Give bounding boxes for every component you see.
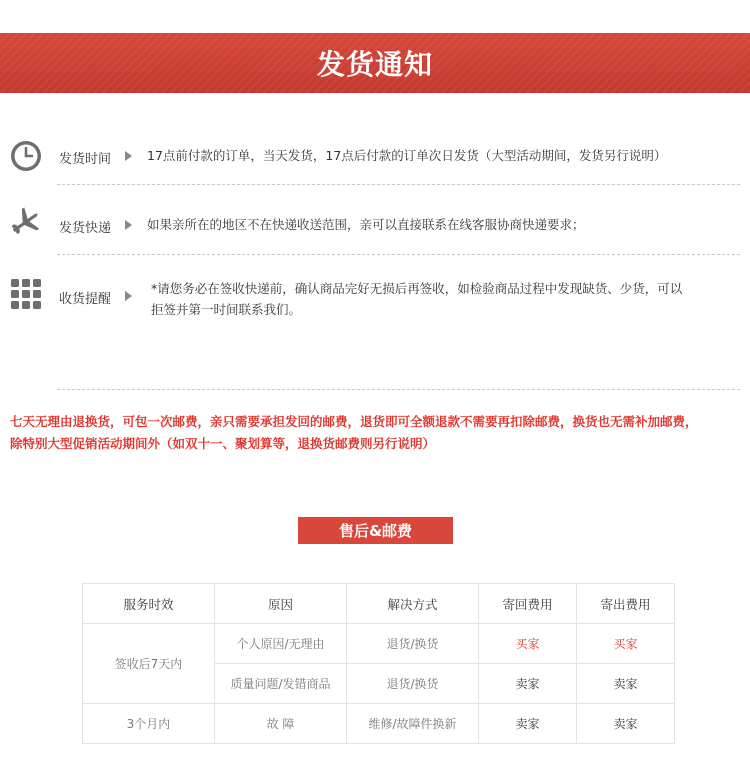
divider [57, 184, 740, 185]
arrow-right-icon [125, 151, 132, 161]
divider [57, 389, 740, 390]
column-header: 原因 [215, 584, 347, 624]
send-fee-cell: 卖家 [577, 704, 675, 744]
return-fee-cell: 卖家 [479, 704, 577, 744]
return-fee-cell: 买家 [479, 624, 577, 664]
reason-cell: 故 障 [215, 704, 347, 744]
row-text: 如果亲所在的地区不在快递收送范围，亲可以直接联系在线客服协商快递要求； [147, 217, 585, 232]
arrow-right-icon [125, 291, 132, 301]
solution-cell: 退货/换货 [347, 624, 479, 664]
send-fee-cell: 卖家 [577, 664, 675, 704]
column-header: 寄回费用 [479, 584, 577, 624]
table-row [83, 624, 675, 664]
row-text [151, 278, 682, 320]
info-row-shipping-time [0, 140, 750, 172]
table-row [83, 704, 675, 744]
row-label: 发货快递 [59, 221, 112, 236]
reason-cell: 个人原因/无理由 [215, 624, 347, 664]
airplane-icon [9, 205, 43, 239]
period-cell: 签收后7天内 [83, 624, 215, 704]
send-fee-cell: 买家 [577, 624, 675, 664]
column-header: 寄出费用 [577, 584, 675, 624]
notice-line: 七天无理由退换货，可包一次邮费，亲只需要承担发回的邮费，退货即可全额退款不需要再扣除邮费，换货也无需补加邮费， [10, 414, 698, 429]
notice-line: 除特别大型促销活动期间外（如双十一、聚划算等，退换货邮费则另行说明） [10, 436, 436, 451]
divider [57, 254, 740, 255]
column-header: 服务时效 [83, 584, 215, 624]
row-text-line: *请您务必在签收快递前，确认商品完好无损后再签收，如检验商品过程中发现缺货、少货，可以 [151, 281, 683, 296]
service-table [82, 583, 675, 744]
row-text-line: 拒签并第一时间联系我们。 [151, 302, 302, 317]
row-text: 17点前付款的订单，当天发货，17点后付款的订单次日发货（大型活动期间，发货另行说明） [147, 148, 667, 163]
return-policy-notice [10, 411, 745, 455]
return-fee-cell: 卖家 [479, 664, 577, 704]
column-header: 解决方式 [347, 584, 479, 624]
arrow-right-icon [125, 220, 132, 230]
grid-icon [11, 279, 41, 309]
clock-icon [10, 140, 42, 172]
solution-cell: 维修/故障件换新 [347, 704, 479, 744]
table-header-row [83, 584, 675, 624]
row-label: 收货提醒 [59, 292, 112, 307]
row-label: 发货时间 [59, 152, 112, 167]
info-row-courier [0, 205, 750, 239]
reason-cell: 质量问题/发错商品 [215, 664, 347, 704]
section-title: 售后&邮费 [298, 517, 453, 544]
banner-title: 发货通知 [316, 48, 433, 81]
period-cell: 3个月内 [83, 704, 215, 744]
info-row-receipt-reminder [0, 278, 750, 328]
solution-cell: 退货/换货 [347, 664, 479, 704]
title-banner [0, 33, 750, 93]
